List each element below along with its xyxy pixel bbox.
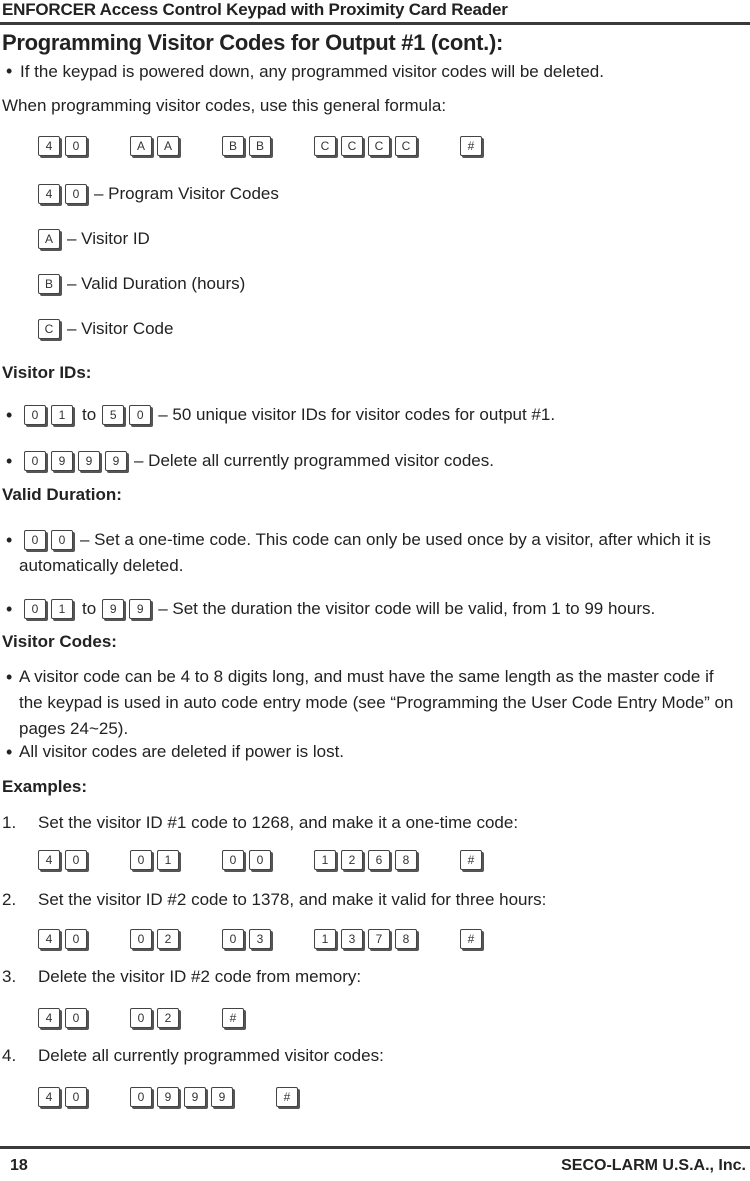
keypad-key: 0 (51, 530, 73, 550)
valid-duration-item2 (24, 599, 655, 619)
formula-intro: When programming visitor codes, use this general formula: (2, 96, 447, 115)
keypad-key: 1 (314, 850, 336, 870)
keypad-key: 2 (157, 1008, 179, 1028)
key-group (24, 530, 78, 550)
key-group (38, 229, 65, 249)
keypad-key: # (222, 1008, 244, 1028)
keypad-key: 0 (249, 850, 271, 870)
key-group (130, 1087, 238, 1107)
key-group (38, 1087, 92, 1107)
keypad-key: 0 (222, 850, 244, 870)
keypad-key: 9 (105, 451, 127, 471)
key-group (130, 929, 184, 949)
key-group (130, 850, 184, 870)
keypad-key: 9 (129, 599, 151, 619)
keypad-key: 9 (157, 1087, 179, 1107)
keypad-key: 9 (102, 599, 124, 619)
legend-visitor-code-text: – Visitor Code (67, 319, 174, 338)
key-group (460, 929, 487, 949)
keypad-key: A (38, 229, 60, 249)
keypad-key: 3 (341, 929, 363, 949)
company-name: SECO-LARM U.S.A., Inc. (561, 1157, 746, 1174)
legend-visitor-id-text: – Visitor ID (67, 229, 150, 248)
key-group (314, 136, 422, 156)
example1-keys (38, 850, 495, 870)
keypad-key: 0 (130, 929, 152, 949)
valid-duration-item1-text: – Set a one-time code. This code can only be used once by a visitor, after which it is (80, 530, 711, 549)
example-text: Delete the visitor ID #2 code from memory: (38, 967, 362, 986)
key-group (38, 184, 92, 204)
keypad-key: 7 (368, 929, 390, 949)
keypad-key: B (249, 136, 271, 156)
keypad-key: # (460, 136, 482, 156)
to-word: to (82, 405, 97, 424)
bullet-icon: • (6, 61, 13, 81)
header-title: ENFORCER Access Control Keypad with Proximity Card Reader (2, 0, 508, 19)
keypad-key: A (130, 136, 152, 156)
keypad-key: 0 (65, 1008, 87, 1028)
keypad-key: C (38, 319, 60, 339)
legend-visitor-id (38, 229, 150, 249)
keypad-key: 9 (184, 1087, 206, 1107)
keypad-key: 8 (395, 850, 417, 870)
keypad-key: 0 (65, 184, 87, 204)
key-group (38, 1008, 92, 1028)
key-group (102, 405, 156, 425)
visitor-codes-bullet1: A visitor code can be 4 to 8 digits long, and must have the same length as the master code if the keypad is used in auto code entry mode (see “Programming the User Code Entry Mode” on pages 24~25). (19, 667, 734, 738)
keypad-key: 0 (65, 850, 87, 870)
example4-keys (38, 1087, 311, 1107)
key-group (130, 136, 184, 156)
keypad-key: 1 (51, 405, 73, 425)
page-title: Programming Visitor Codes for Output #1 (cont.): (2, 30, 503, 55)
keypad-key: C (395, 136, 417, 156)
key-group (222, 136, 276, 156)
keypad-key: B (222, 136, 244, 156)
keypad-key: 2 (341, 850, 363, 870)
valid-duration-heading: Valid Duration: (2, 485, 122, 504)
keypad-key: 9 (211, 1087, 233, 1107)
keypad-key: 0 (65, 929, 87, 949)
to-word: to (82, 599, 97, 618)
keypad-key: 0 (130, 850, 152, 870)
keypad-key: 8 (395, 929, 417, 949)
example2-keys (38, 929, 495, 949)
keypad-key: 5 (102, 405, 124, 425)
bullet-icon: • (6, 451, 13, 471)
power-note: If the keypad is powered down, any programmed visitor codes will be deleted. (20, 62, 604, 81)
visitor-ids-item1 (24, 405, 555, 425)
header-rule (0, 22, 750, 25)
key-group (222, 850, 276, 870)
valid-duration-item1 (24, 530, 711, 550)
key-group (24, 599, 78, 619)
keypad-key: # (460, 850, 482, 870)
legend-program (38, 184, 279, 204)
keypad-key: 3 (249, 929, 271, 949)
keypad-key: C (341, 136, 363, 156)
keypad-key: 1 (51, 599, 73, 619)
keypad-key: # (460, 929, 482, 949)
formula-row (38, 136, 495, 156)
keypad-key: 2 (157, 929, 179, 949)
valid-duration-item2-text: – Set the duration the visitor code will be valid, from 1 to 99 hours. (158, 599, 656, 618)
legend-program-text: – Program Visitor Codes (94, 184, 279, 203)
keypad-key: A (157, 136, 179, 156)
example-number: 2. (2, 890, 17, 909)
keypad-key: 0 (24, 599, 46, 619)
keypad-key: C (314, 136, 336, 156)
bullet-icon: • (6, 530, 13, 550)
example-text: Set the visitor ID #2 code to 1378, and make it valid for three hours: (38, 890, 547, 909)
key-group (24, 405, 78, 425)
keypad-key: 4 (38, 1008, 60, 1028)
page-number: 18 (10, 1157, 28, 1174)
key-group (276, 1087, 303, 1107)
key-group (130, 1008, 184, 1028)
keypad-key: 0 (65, 136, 87, 156)
keypad-key: 4 (38, 184, 60, 204)
bullet-icon: • (6, 599, 13, 619)
keypad-key: 0 (24, 530, 46, 550)
keypad-key: 0 (24, 405, 46, 425)
example-number: 1. (2, 813, 17, 832)
keypad-key: 0 (222, 929, 244, 949)
keypad-key: 1 (314, 929, 336, 949)
bullet-icon: • (6, 667, 13, 687)
keypad-key: 4 (38, 850, 60, 870)
examples-heading: Examples: (2, 777, 88, 796)
visitor-codes-heading: Visitor Codes: (2, 632, 117, 651)
legend-valid-duration (38, 274, 245, 294)
bullet-icon: • (6, 742, 13, 762)
visitor-codes-bullet2: All visitor codes are deleted if power is lost. (19, 742, 345, 761)
keypad-key: 4 (38, 1087, 60, 1107)
keypad-key: C (368, 136, 390, 156)
example-text: Set the visitor ID #1 code to 1268, and make it a one-time code: (38, 813, 519, 832)
key-group (38, 136, 92, 156)
keypad-key: 9 (51, 451, 73, 471)
key-group (314, 850, 422, 870)
key-group (38, 319, 65, 339)
example3-keys (38, 1008, 257, 1028)
keypad-key: B (38, 274, 60, 294)
keypad-key: 4 (38, 929, 60, 949)
key-group (38, 929, 92, 949)
keypad-key: 0 (130, 1008, 152, 1028)
keypad-key: 1 (157, 850, 179, 870)
bullet-icon: • (6, 405, 13, 425)
visitor-ids-item2 (24, 451, 494, 471)
key-group (38, 274, 65, 294)
key-group (222, 1008, 249, 1028)
key-group (314, 929, 422, 949)
legend-visitor-code (38, 319, 173, 339)
keypad-key: 0 (130, 1087, 152, 1107)
example-text: Delete all currently programmed visitor codes: (38, 1046, 384, 1065)
keypad-key: 0 (24, 451, 46, 471)
footer-rule (0, 1146, 750, 1149)
key-group (24, 451, 132, 471)
legend-valid-duration-text: – Valid Duration (hours) (67, 274, 246, 293)
visitor-ids-item1-text: – 50 unique visitor IDs for visitor codes for output #1. (158, 405, 556, 424)
keypad-key: 9 (78, 451, 100, 471)
keypad-key: 6 (368, 850, 390, 870)
example-number: 3. (2, 967, 17, 986)
key-group (222, 929, 276, 949)
keypad-key: # (276, 1087, 298, 1107)
keypad-key: 4 (38, 136, 60, 156)
keypad-key: 0 (65, 1087, 87, 1107)
key-group (102, 599, 156, 619)
visitor-ids-item2-text: – Delete all currently programmed visitor codes. (134, 451, 494, 470)
valid-duration-item1-line2: automatically deleted. (19, 556, 184, 575)
key-group (460, 850, 487, 870)
key-group (38, 850, 92, 870)
keypad-key: 0 (129, 405, 151, 425)
example-number: 4. (2, 1046, 17, 1065)
visitor-ids-heading: Visitor IDs: (2, 363, 92, 382)
key-group (460, 136, 487, 156)
